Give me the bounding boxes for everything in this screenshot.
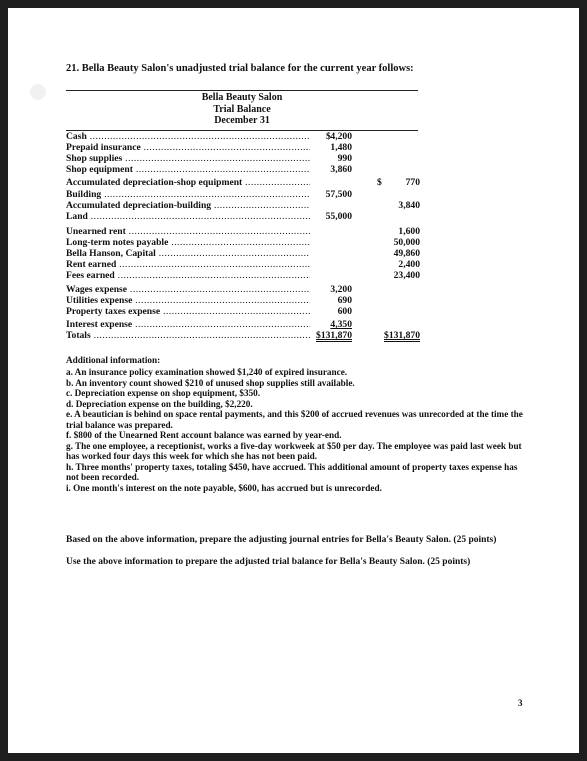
table-row [66, 200, 426, 211]
table-row [66, 306, 426, 317]
credit-amount: 1,600 [398, 226, 420, 237]
account-name: Land ..... [66, 211, 310, 222]
table-row [66, 142, 426, 153]
page-number: 3 [518, 698, 523, 708]
account-name: Rent earned ..... [66, 259, 310, 270]
table-row [66, 237, 426, 248]
list-item: b. An inventory count showed $210 of unused shop supplies still available. [66, 377, 355, 388]
credit-total: $131,870 [384, 330, 420, 341]
company-name: Bella Beauty Salon [201, 92, 283, 103]
problem-heading: 21. Bella Beauty Salon's unadjusted trial balance for the current year follows: [66, 63, 414, 74]
account-name: Fees earned ..... [66, 270, 310, 281]
debit-amount: 990 [337, 153, 352, 164]
account-name: Wages expense ..... [66, 284, 310, 295]
debit-amount: 4,200 [330, 131, 352, 142]
debit-amount: 3,200 [330, 284, 352, 295]
list-item: f. $800 of the Unearned Rent account balance was earned by year-end. [66, 430, 342, 440]
account-name: Property taxes expense ..... [66, 306, 310, 317]
account-name: Totals ..... [66, 330, 310, 341]
totals-row [66, 330, 426, 341]
list-item: h. Three months' property taxes, totaling $450, have accrued. This additional amount of property taxes expense has not been recorded. [66, 461, 518, 482]
table-row [66, 295, 426, 306]
account-name: Utilities expense ..... [66, 295, 310, 306]
table-row [66, 319, 426, 330]
statement-date: December 31 [214, 115, 270, 126]
account-name: Shop supplies ..... [66, 153, 310, 164]
debit-amount: 57,500 [325, 189, 352, 200]
dollar-sign: $ [326, 131, 331, 142]
debit-amount: 55,000 [325, 211, 352, 222]
table-row [66, 226, 426, 237]
top-rule [66, 90, 418, 91]
account-name: Cash ..... [66, 131, 310, 142]
debit-amount: 600 [337, 306, 352, 317]
task-adjusting-entries: Based on the above information, prepare the adjusting journal entries for Bella's Beauty Salon. (25 points) [66, 535, 497, 545]
trial-balance-title [66, 92, 418, 127]
account-name: Building ..... [66, 189, 310, 200]
account-name: Accumulated depreciation-shop equipment ..... [66, 177, 310, 188]
table-row [66, 270, 426, 281]
list-item: g. The one employee, a receptionist, works a five-day workweek at $50 per day. The employee was paid last week but has worked four days this week for which she has not been paid. [66, 440, 522, 461]
account-name: Bella Hanson, Capital ..... [66, 248, 310, 259]
credit-amount: 49,860 [393, 248, 420, 259]
credit-amount: 23,400 [393, 270, 420, 281]
table-row [66, 211, 426, 222]
debit-amount: 1,480 [330, 142, 352, 153]
task-adjusted-trial-balance: Use the above information to prepare the adjusted trial balance for Bella's Beauty Salon. (25 points) [66, 557, 471, 567]
debit-amount: 3,860 [330, 164, 352, 175]
account-name: Prepaid insurance ..... [66, 142, 310, 153]
statement-name: Trial Balance [213, 103, 271, 115]
table-row [66, 259, 426, 270]
list-item: d. Depreciation expense on the building, $2,220. [66, 398, 253, 409]
credit-amount: 50,000 [393, 237, 420, 248]
account-name: Interest expense ..... [66, 319, 310, 330]
debit-amount: 4,350 [330, 319, 352, 330]
debit-total: $131,870 [316, 330, 352, 341]
table-row [66, 189, 426, 200]
list-item: e. A beautician is behind on space rental payments, and this $200 of accrued revenues was unrecorded at the time the trial balance was prepared. [66, 409, 523, 430]
credit-amount: 770 [405, 177, 420, 188]
table-row [66, 153, 426, 164]
dollar-sign: $ [377, 177, 382, 188]
credit-amount: 3,840 [398, 200, 420, 211]
table-row [66, 284, 426, 295]
list-item: i. One month's interest on the note payable, $600, has accrued but is unrecorded. [66, 482, 382, 493]
account-name: Long-term notes payable ..... [66, 237, 310, 248]
account-name: Unearned rent ..... [66, 226, 310, 237]
table-row [66, 177, 426, 188]
list-item: a. An insurance policy examination showed $1,240 of expired insurance. [66, 367, 348, 377]
table-row [66, 248, 426, 259]
account-name: Shop equipment ..... [66, 164, 310, 175]
account-name: Accumulated depreciation-building ..... [66, 200, 310, 211]
list-item: c. Depreciation expense on shop equipment, $350. [66, 388, 261, 398]
additional-info-list [66, 367, 528, 493]
additional-info-title: Additional information: [66, 355, 161, 365]
hole-punch-mark [30, 84, 46, 100]
table-row [66, 164, 426, 175]
table-row [66, 131, 426, 142]
debit-amount: 690 [337, 295, 352, 306]
credit-amount: 2,400 [398, 259, 420, 270]
